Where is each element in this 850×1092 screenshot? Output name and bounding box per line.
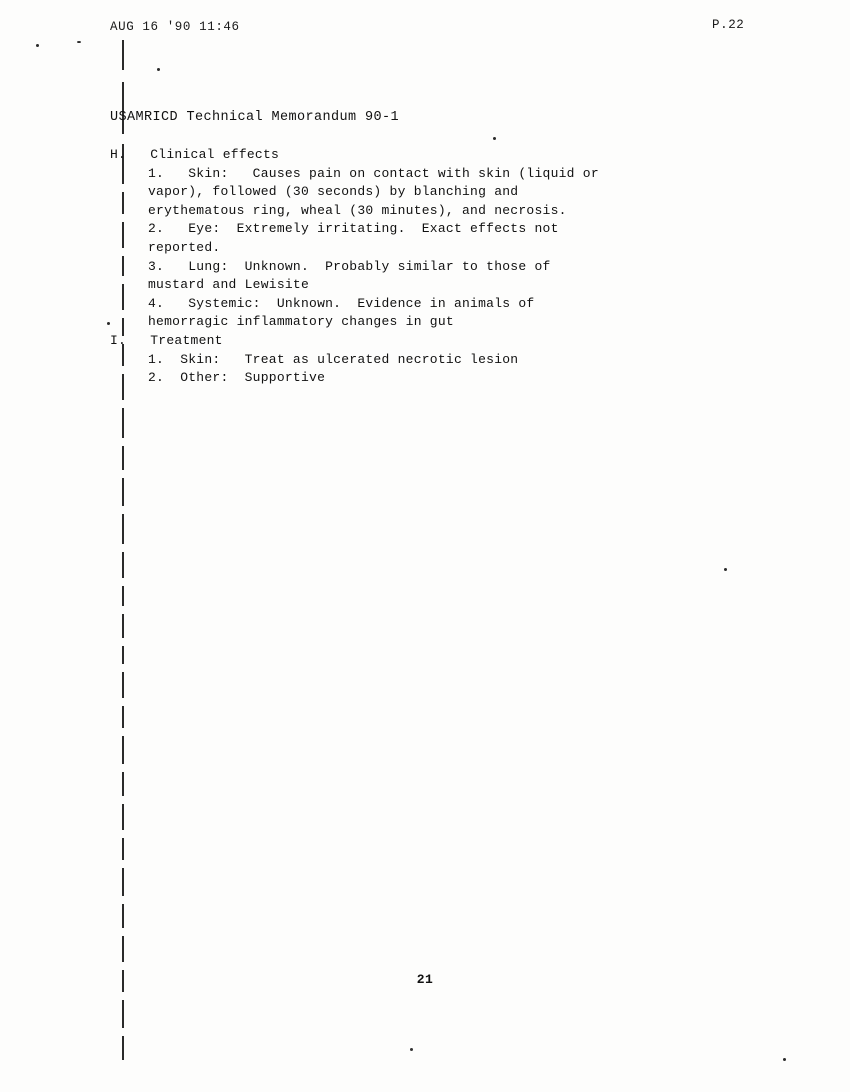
section-heading-i: I. Treatment [110, 332, 223, 348]
scan-speck [410, 1048, 413, 1051]
list-item: 3. Lung: Unknown. Probably similar to those of [148, 258, 551, 274]
list-item-continuation: mustard and Lewisite [148, 277, 310, 293]
scan-speck [157, 68, 160, 71]
list-item-continuation: hemorragic inflammatory changes in gut [148, 314, 454, 330]
scan-speck [36, 44, 39, 47]
document-body [110, 146, 810, 388]
list-item: 1. Skin: Treat as ulcerated necrotic lesion [148, 351, 519, 367]
scan-speck [493, 137, 496, 140]
scan-speck [77, 41, 81, 43]
list-item-continuation: erythematous ring, wheal (30 minutes), and necrosis. [148, 202, 567, 218]
list-item: 2. Other: Supportive [148, 370, 326, 386]
list-item: 2. Eye: Extremely irritating. Exact effects not [148, 221, 559, 237]
list-item-continuation: vapor), followed (30 seconds) by blanching and [148, 184, 519, 200]
document-title: USAMRICD Technical Memorandum 90-1 [110, 110, 400, 125]
fax-transmission-header: AUG 16 '90 11:46 [110, 20, 240, 34]
section-heading-h: H. Clinical effects [110, 147, 280, 162]
page-number: 21 [416, 972, 434, 987]
scan-speck [724, 568, 727, 571]
scan-speck [783, 1058, 786, 1061]
list-item: 4. Systemic: Unknown. Evidence in animals of [148, 295, 535, 311]
list-item: 1. Skin: Causes pain on contact with skin (liquid or [148, 165, 599, 181]
list-item-continuation: reported. [148, 239, 221, 255]
fax-page-label: P.22 [712, 18, 745, 32]
